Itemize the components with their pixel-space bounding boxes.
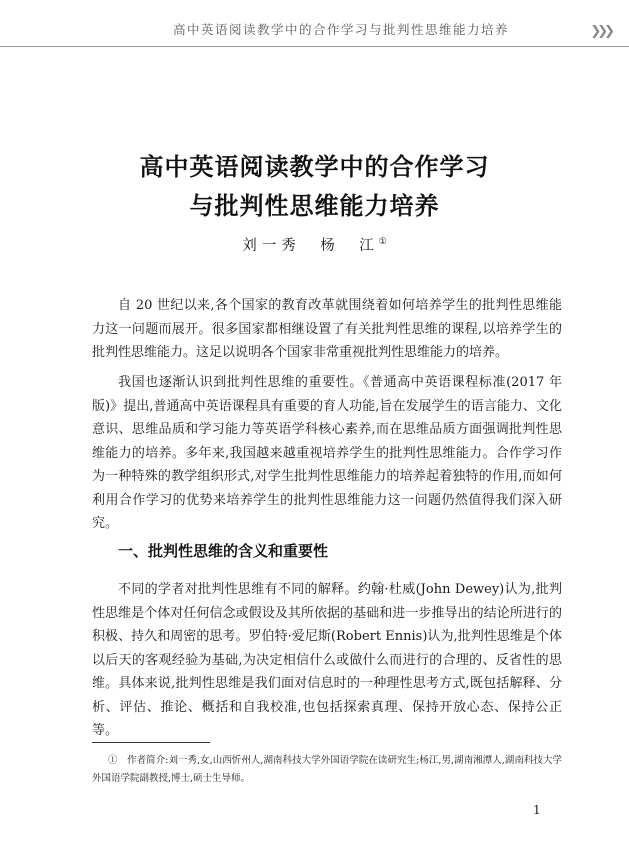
footnote-rule (92, 742, 210, 743)
article-title-line-1: 高中英语阅读教学中的合作学习 (139, 152, 490, 181)
header-rule (0, 46, 629, 47)
running-title: 高中英语阅读教学中的合作学习与批判性思维能力培养 (172, 22, 509, 37)
author-footnote-marker: ① (378, 237, 387, 248)
author-line (0, 234, 629, 255)
page-number: 1 (533, 803, 541, 817)
running-header (0, 10, 629, 46)
chevron-decoration-icon: ❯❯❯ (590, 24, 611, 39)
author-names: 刘一秀 杨 江 (242, 238, 379, 254)
body-paragraph-3: 不同的学者对批判性思维有不同的解释。约翰·杜威(John Dewey)认为,批判性思维是个体对任何信念或假设及其所依据的基础和进一步推导出的结论所进行的积极、持久和周密的思考。罗伯特·爱尼斯(Robert Ennis)认为,批判性思维是个体以后天的客观经验为基础,为决定相信什么或做什么而进行的合理的、反省性的思维。具体来说,批判性思维是我们面对信息时的一种理性思考方式,既包括解释、分析、评估、推论、概括和自我校准,也包括探索真理、保持开放心态、保持公正等。 (92, 582, 562, 738)
section-heading: 一、批判性思维的含义和重要性 (118, 542, 329, 560)
article-title-line-2: 与批判性思维能力培养 (189, 191, 440, 220)
body-paragraph-1: 自 20 世纪以来,各个国家的教育改革就围绕着如何培养学生的批判性思维能力这一问题而展开。很多国家都相继设置了有关批判性思维的课程,以培养学生的批判性思维能力。这足以说明各个国家非常重视批判性思维能力的培养。 (92, 298, 562, 360)
body-paragraph-2: 我国也逐渐认识到批判性思维的重要性。《普通高中英语课程标准(2017 年版)》提出,普通高中英语课程具有重要的育人功能,旨在发展学生的语言能力、文化意识、思维品质和学习能力等英语学科核心素养,而在思维品质方面强调批判性思维能力的培养。多年来,我国越来越重视培养学生的批判性思维能力。合作学习作为一种特殊的教学组织形式,对学生批判性思维能力的培养起着独特的作用,而如何利用合作学习的优势来培养学生的批判性思维能力这一问题仍然值得我们深入研究。 (92, 375, 562, 531)
footnote: ① 作者简介:刘一秀,女,山西忻州人,湖南科技大学外国语学院在读研究生;杨江,男,湖南湘潭人,湖南科技大学外国语学院副教授,博士,硕士生导师。 (92, 755, 562, 784)
